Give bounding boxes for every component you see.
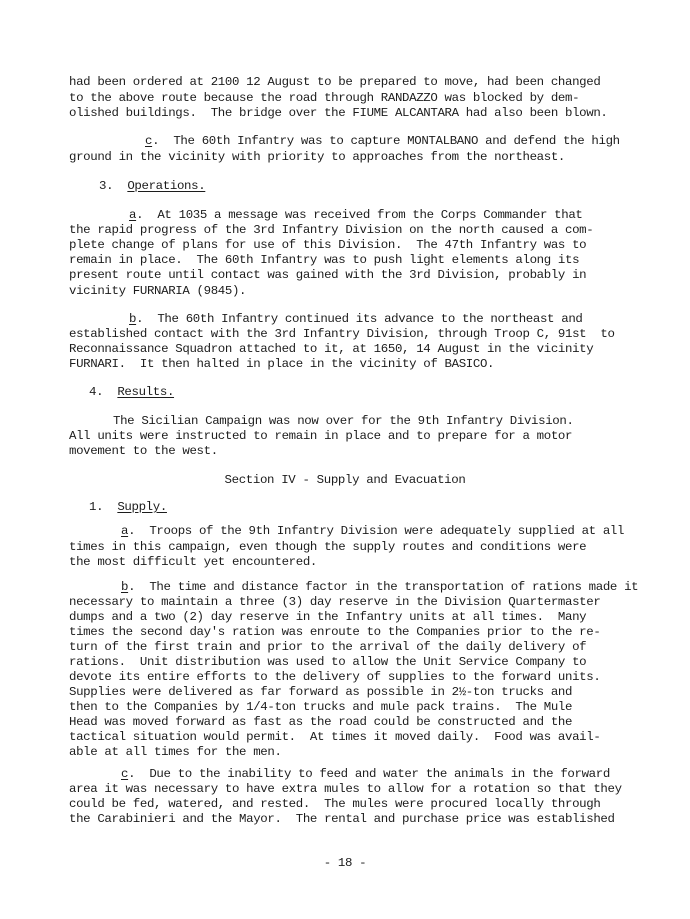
text-line: vicinity FURNARIA (9845). — [69, 284, 247, 298]
text-line: present route until contact was gained with the 3rd Division, probably in — [69, 268, 587, 282]
text-line: then to the Companies by 1/4-ton trucks and mule pack trains. The Mule — [69, 700, 573, 714]
section-heading-supply: 1. Supply. — [89, 500, 167, 514]
text-line: tactical situation would permit. At times it moved daily. Food was avail- — [69, 730, 601, 744]
text-line: rations. Unit distribution was used to allow the Unit Service Company to — [69, 655, 587, 669]
section-title: Section IV - Supply and Evacuation — [224, 473, 466, 487]
text-line: area it was necessary to have extra mules to allow for a rotation so that they — [69, 782, 622, 796]
text-line: established contact with the 3rd Infantry Division, through Troop C, 91st to — [69, 327, 615, 341]
paragraph-marker: b — [121, 580, 129, 594]
text-line: dumps and a two (2) day reserve in the Infantry units at all times. Many — [69, 610, 587, 624]
paragraph-b-first-line: b. The time and distance factor in the transportation of rations made it — [121, 580, 639, 594]
text-line: Reconnaissance Squadron attached to it, at 1650, 14 August in the vicinity — [69, 342, 594, 356]
paragraph-marker: b — [129, 312, 137, 326]
text-line: ground in the vicinity with priority to approaches from the northeast. — [69, 150, 565, 164]
paragraph-a-first-line: a. At 1035 a message was received from the Corps Commander that — [129, 208, 583, 222]
paragraph-a-first-line: a. Troops of the 9th Infantry Division were adequately supplied at all — [121, 524, 625, 538]
section-heading-operations: 3. Operations. — [99, 179, 206, 193]
text-line: times in this campaign, even though the supply routes and conditions were — [69, 540, 587, 554]
text-line: the most difficult yet encountered. — [69, 555, 317, 569]
paragraph-marker: a — [129, 208, 137, 222]
text-line: plete change of plans for use of this Division. The 47th Infantry was to — [69, 238, 587, 252]
page-number: - 18 - — [323, 856, 367, 870]
text-line: had been ordered at 2100 12 August to be prepared to move, had been changed — [69, 75, 601, 89]
text-line: the rapid progress of the 3rd Infantry Division on the north caused a com- — [69, 223, 594, 237]
text-line: FURNARI. It then halted in place in the vicinity of BASICO. — [69, 357, 495, 371]
text-line: remain in place. The 60th Infantry was to push light elements along its — [69, 253, 580, 267]
paragraph-b-first-line: b. The 60th Infantry continued its advance to the northeast and — [129, 312, 583, 326]
text-line: times the second day's ration was enroute to the Companies prior to the re- — [69, 625, 601, 639]
text-line: devote its entire efforts to the delivery of supplies to the forward units. — [69, 670, 601, 684]
paragraph-c-first-line: c. Due to the inability to feed and water the animals in the forward — [121, 767, 610, 781]
paragraph-marker: c — [121, 767, 129, 781]
text-line: able at all times for the men. — [69, 745, 282, 759]
text-line: All units were instructed to remain in place and to prepare for a motor — [69, 429, 573, 443]
text-line: the Carabinieri and the Mayor. The rental and purchase price was established — [69, 812, 615, 826]
text-line: Head was moved forward as fast as the road could be constructed and the — [69, 715, 573, 729]
paragraph-marker: a — [121, 524, 129, 538]
text-line: turn of the first train and prior to the arrival of the daily delivery of — [69, 640, 587, 654]
text-line: The Sicilian Campaign was now over for the 9th Infantry Division. — [113, 414, 574, 428]
text-line: necessary to maintain a three (3) day reserve in the Division Quartermaster — [69, 595, 601, 609]
text-line: Supplies were delivered as far forward as possible in 2½-ton trucks and — [69, 685, 573, 699]
section-heading-results: 4. Results. — [89, 385, 175, 399]
text-line: to the above route because the road through RANDAZZO was blocked by dem- — [69, 91, 580, 105]
paragraph-c-first-line: c. The 60th Infantry was to capture MONTALBANO and defend the high — [145, 134, 620, 148]
paragraph-marker: c — [145, 134, 153, 148]
text-line: olished buildings. The bridge over the FIUME ALCANTARA had also been blown. — [69, 106, 608, 120]
text-line: movement to the west. — [69, 444, 218, 458]
text-line: could be fed, watered, and rested. The mules were procured locally through — [69, 797, 601, 811]
